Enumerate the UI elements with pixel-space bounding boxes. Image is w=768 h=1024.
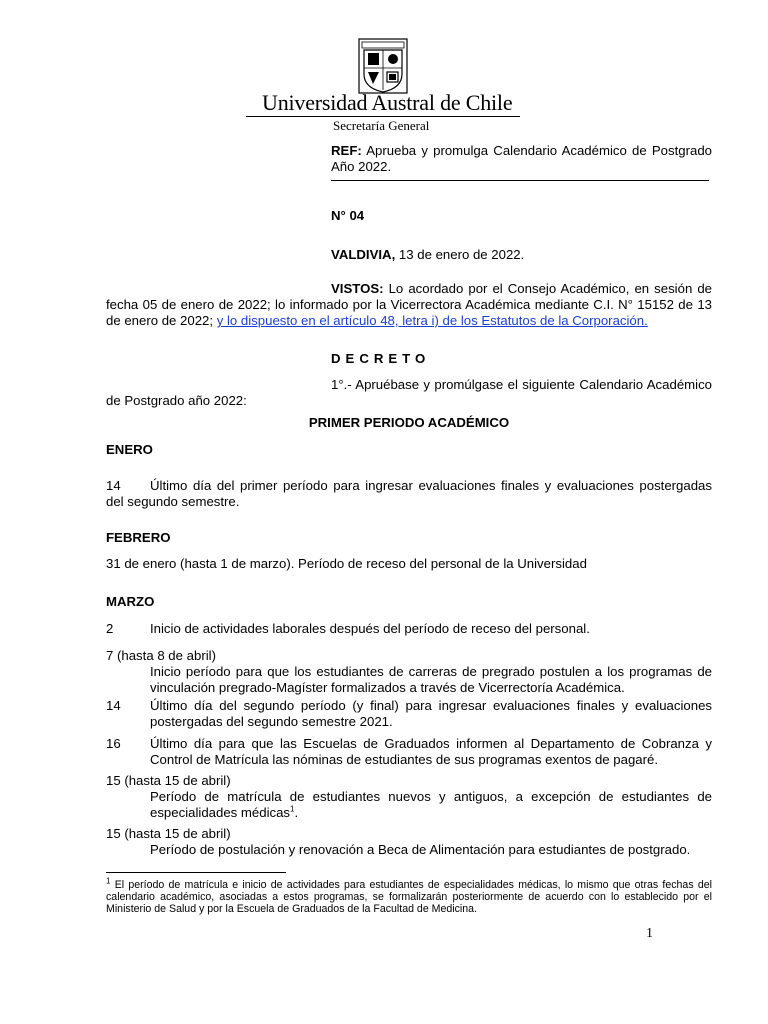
decreto-heading: DECRETO (331, 351, 431, 366)
list-item (106, 773, 712, 821)
list-item (106, 556, 712, 572)
entry-day: 14 (106, 698, 121, 713)
entry-day: 14 (106, 478, 121, 493)
footnote-ref[interactable]: 1 (290, 804, 295, 814)
entry-text: Último día para que las Escuelas de Graduados informen al Departamento de Cobranza y Control de Matrícula las nóminas de estudiantes de sus programas exentos de pagaré. (150, 736, 712, 767)
list-item (106, 698, 712, 730)
page-number: 1 (646, 926, 653, 941)
entry-text: Período de matrícula de estudiantes nuevos y antiguos, a excepción de estudiantes de especialidades médicas$^1$. (150, 789, 712, 820)
list-item (106, 648, 712, 696)
vistos-paragraph (106, 281, 712, 329)
entry-text: Inicio período para que los estudiantes de carreras de pregrado postulen a los programas de vinculación pregrado-Magíster formalizados a través de Vicerrectoría Académica. (150, 664, 712, 695)
date: 13 de enero de 2022. (398, 247, 525, 262)
entry-day: 15 (hasta 15 de abril) (106, 826, 231, 841)
entry-day: 7 (hasta 8 de abril) (106, 648, 216, 663)
university-crest-logo (358, 38, 408, 94)
university-name: Universidad Austral de Chile (262, 90, 513, 115)
footnote (106, 876, 712, 915)
month-marzo: MARZO (106, 594, 155, 609)
ref-text: Aprueba y promulga Calendario Académico de Postgrado Año 2022. (331, 143, 712, 174)
decree-number: N° 04 (331, 208, 365, 223)
month-enero: ENERO (106, 442, 153, 457)
ref-label: REF: (331, 143, 362, 158)
list-item (106, 826, 712, 858)
city: VALDIVIA, (331, 247, 396, 262)
entry-day: 16 (106, 736, 121, 751)
entry-text: Último día del primer período para ingresar evaluaciones finales y evaluaciones postergadas del segundo semestre. (106, 478, 712, 509)
list-item (106, 736, 712, 768)
month-febrero: FEBRERO (106, 530, 171, 545)
vistos-text: Lo acordado por el Consejo Académico, en sesión de fecha 05 de enero de 2022; lo informado por la Vicerrectora Académica mediante C.I. N° 15152 de 13 de enero de 2022; (106, 281, 712, 328)
entry-text: Período de postulación y renovación a Beca de Alimentación para estudiantes de postgrado. (150, 842, 691, 857)
ref-block (331, 143, 712, 175)
entry-text: Último día del segundo período (y final) para ingresar evaluaciones finales y evaluaciones postergadas del segundo semestre 2021. (150, 698, 712, 729)
article-1 (106, 377, 712, 409)
statutes-link[interactable]: y lo dispuesto en el artículo 48, letra i) de los Estatutos de la Corporación. (216, 313, 648, 328)
entry-text: Inicio de actividades laborales después del período de receso del personal. (150, 621, 590, 636)
vistos-label: VISTOS: (331, 281, 384, 296)
department-name: Secretaría General (333, 118, 430, 133)
entry-text: 31 de enero (hasta 1 de marzo). Período de receso del personal de la Universidad (106, 556, 587, 571)
footnote-mark: 1 (106, 876, 111, 886)
place-date (331, 247, 524, 262)
ref-underline (331, 180, 709, 181)
entry-day: 2 (106, 621, 114, 636)
footnote-text: El período de matrícula e inicio de actividades para estudiantes de especialidades médicas, lo mismo que otras fechas del calendario académico, asociadas a estos programas, se formalizarán posteriormente de acuerdo con lo establecido por el Ministerio de Salud y por la Escuela de Graduados de la Facultad de Medicina. (106, 879, 712, 915)
header-rule (246, 116, 520, 117)
list-item (106, 478, 712, 510)
entry-day: 15 (hasta 15 de abril) (106, 773, 231, 788)
footnote-separator (106, 872, 286, 873)
section-title: PRIMER PERIODO ACADÉMICO (308, 415, 510, 430)
list-item (106, 621, 712, 637)
article-1-text: 1°.- Apruébase y promúlgase el siguiente Calendario Académico de Postgrado año 2022: (106, 377, 712, 408)
